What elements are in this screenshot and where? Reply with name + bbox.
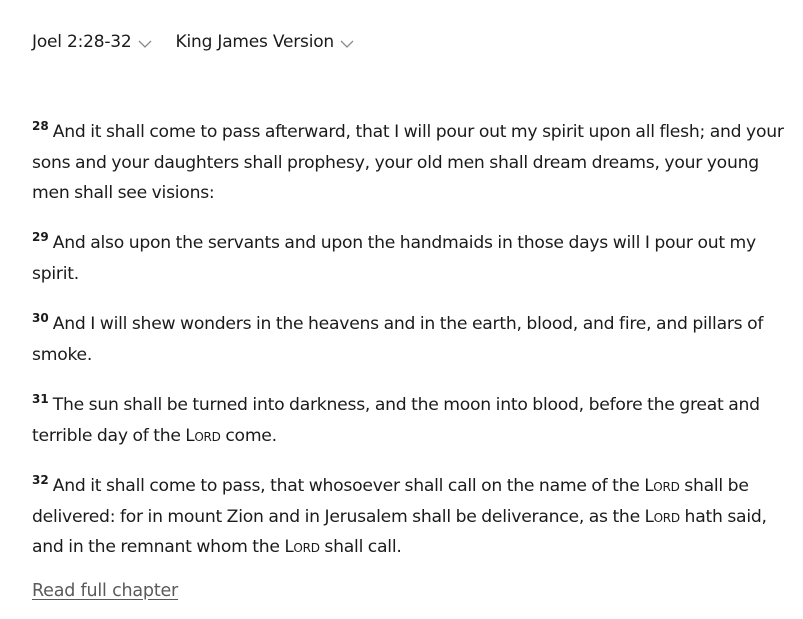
verse [32,117,788,208]
chevron-down-icon [340,39,354,49]
version-dropdown[interactable] [176,32,354,52]
passage-text [32,117,788,582]
verse-number: 30 [32,311,49,325]
divine-name: Lord [185,426,221,445]
divine-name: Lord [644,476,680,495]
reference-label: Joel 2:28-32 [32,32,132,52]
verse-number: 28 [32,119,49,133]
verse-text: And it shall come to pass afterward, that I will pour out my spirit upon all flesh; and your sons and your daughters shall prophesy, your old men shall dream dreams, your young men shall see visions: [32,122,784,203]
reference-dropdown[interactable] [32,32,152,52]
verse-text: And it shall come to pass, that whosoever shall call on the name of the [52,476,645,496]
verse-number: 29 [32,230,49,244]
verse-text: hath said, and in the remnant whom the [32,507,767,557]
verse-text: The sun shall be turned into darkness, and the moon into blood, before the great and terrible day of the [32,395,760,446]
verse-text: come. [220,426,277,446]
divine-name: Lord [284,537,320,556]
version-label: King James Version [175,32,335,52]
verse-text: shall call. [319,537,402,557]
divine-name: Lord [644,507,680,526]
verse-text: And also upon the servants and upon the handmaids in those days will I pour out my spirit. [32,233,756,284]
verse [32,309,788,370]
passage-toolbar [32,29,354,55]
verse-number: 32 [32,473,49,487]
chevron-down-icon [138,39,152,49]
read-full-chapter-link[interactable]: Read full chapter [32,581,179,601]
verse-text: And I will shew wonders in the heavens and in the earth, blood, and fire, and pillars of smoke. [32,314,764,365]
verse-text: shall be delivered: for in mount Zion and in Jerusalem shall be deliverance, as the [32,476,749,527]
verse [32,228,788,289]
verse [32,390,788,451]
verse [32,471,788,562]
verse-number: 31 [32,392,49,406]
